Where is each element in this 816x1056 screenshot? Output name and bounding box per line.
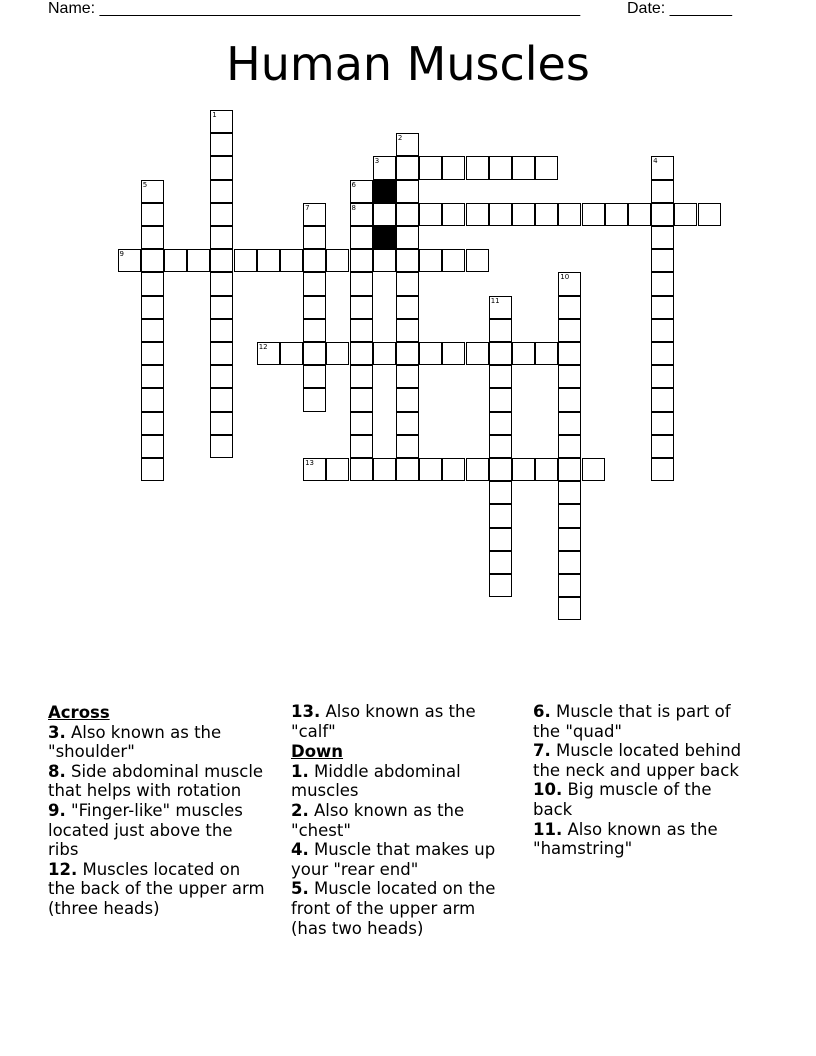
grid-cell[interactable] [303, 249, 326, 272]
grid-cell[interactable] [396, 319, 419, 342]
grid-cell[interactable] [350, 365, 373, 388]
grid-cell[interactable] [210, 156, 233, 179]
grid-cell[interactable] [558, 481, 581, 504]
grid-cell[interactable] [326, 458, 349, 481]
grid-cell[interactable] [210, 296, 233, 319]
grid-cell[interactable] [373, 249, 396, 272]
grid-cell[interactable] [442, 458, 465, 481]
grid-cell[interactable] [489, 296, 512, 319]
grid-cell[interactable] [582, 203, 605, 226]
across-heading: Across [48, 703, 110, 722]
grid-cell[interactable] [257, 249, 280, 272]
grid-cell[interactable] [303, 458, 326, 481]
grid-cell[interactable] [326, 342, 349, 365]
grid-cell[interactable] [303, 365, 326, 388]
grid-cell[interactable] [558, 551, 581, 574]
grid-cell[interactable] [489, 203, 512, 226]
grid-cell[interactable] [350, 226, 373, 249]
grid-cell[interactable] [187, 249, 210, 272]
grid-cell[interactable] [373, 458, 396, 481]
grid-cell[interactable] [558, 412, 581, 435]
grid-cell[interactable] [373, 342, 396, 365]
grid-cell[interactable] [535, 156, 558, 179]
name-field [48, 0, 580, 18]
grid-cell[interactable] [651, 412, 674, 435]
grid-cell[interactable] [558, 319, 581, 342]
grid-cell[interactable] [512, 156, 535, 179]
grid-cell[interactable] [303, 203, 326, 226]
grid-cell[interactable] [558, 458, 581, 481]
grid-cell[interactable] [350, 249, 373, 272]
grid-cell[interactable] [141, 180, 164, 203]
grid-cell[interactable] [396, 342, 419, 365]
grid-cell[interactable] [489, 388, 512, 411]
grid-cell[interactable] [141, 458, 164, 481]
grid-cell[interactable] [396, 203, 419, 226]
grid-cell[interactable] [558, 365, 581, 388]
grid-cell[interactable] [210, 388, 233, 411]
down-clue: 1. Middle abdominal muscles [291, 761, 461, 801]
grid-cell[interactable] [419, 458, 442, 481]
clue-number: 2 [397, 134, 403, 143]
grid-cell[interactable] [280, 249, 303, 272]
grid-cell[interactable] [303, 272, 326, 295]
across-clue: 3. Also known as the "shoulder" [48, 722, 222, 762]
grid-cell[interactable] [651, 342, 674, 365]
clue-number: 5 [142, 180, 148, 189]
clues-column-2 [291, 702, 511, 938]
name-blank: ______________________________________________________ [99, 0, 581, 17]
grid-cell[interactable] [489, 481, 512, 504]
grid-cell[interactable] [651, 435, 674, 458]
grid-cell[interactable] [303, 319, 326, 342]
grid-cell[interactable] [396, 458, 419, 481]
grid-cell[interactable] [396, 180, 419, 203]
grid-cell[interactable] [350, 388, 373, 411]
grid-cell[interactable] [210, 272, 233, 295]
grid-cell[interactable] [210, 180, 233, 203]
clue-number: 3 [374, 157, 380, 166]
grid-cell[interactable] [651, 319, 674, 342]
page-title: Human Muscles [226, 37, 590, 91]
grid-cell[interactable] [350, 203, 373, 226]
black-square [373, 180, 396, 203]
grid-cell[interactable] [674, 203, 697, 226]
grid-cell[interactable] [558, 388, 581, 411]
grid-cell[interactable] [489, 342, 512, 365]
grid-cell[interactable] [396, 272, 419, 295]
grid-cell[interactable] [698, 203, 721, 226]
grid-cell[interactable] [373, 156, 396, 179]
grid-cell[interactable] [396, 365, 419, 388]
grid-cell[interactable] [582, 458, 605, 481]
grid-cell[interactable] [350, 272, 373, 295]
grid-cell[interactable] [466, 342, 489, 365]
grid-cell[interactable] [303, 226, 326, 249]
grid-cell[interactable] [535, 458, 558, 481]
grid-cell[interactable] [350, 342, 373, 365]
grid-cell[interactable] [558, 272, 581, 295]
grid-cell[interactable] [164, 249, 187, 272]
grid-cell[interactable] [234, 249, 257, 272]
grid-cell[interactable] [651, 272, 674, 295]
grid-cell[interactable] [396, 249, 419, 272]
grid-cell[interactable] [489, 458, 512, 481]
grid-cell[interactable] [651, 226, 674, 249]
grid-cell[interactable] [651, 203, 674, 226]
grid-cell[interactable] [651, 249, 674, 272]
grid-cell[interactable] [396, 435, 419, 458]
clue-number: 9 [119, 250, 124, 259]
grid-cell[interactable] [466, 203, 489, 226]
grid-cell[interactable] [303, 296, 326, 319]
grid-cell[interactable] [651, 388, 674, 411]
grid-cell[interactable] [257, 342, 280, 365]
grid-cell[interactable] [489, 435, 512, 458]
grid-cell[interactable] [141, 203, 164, 226]
grid-cell[interactable] [489, 156, 512, 179]
grid-cell[interactable] [396, 412, 419, 435]
down-clue: 2. Also known as the "chest" [291, 800, 465, 840]
across-clue: 8. Side abdominal muscle that helps with rotation [48, 761, 264, 801]
grid-cell[interactable] [303, 342, 326, 365]
grid-cell[interactable] [350, 435, 373, 458]
grid-cell[interactable] [466, 458, 489, 481]
grid-cell[interactable] [442, 342, 465, 365]
grid-cell[interactable] [396, 133, 419, 156]
across-clue: 13. Also known as the "calf" [291, 702, 476, 741]
grid-cell[interactable] [558, 504, 581, 527]
grid-cell[interactable] [141, 365, 164, 388]
grid-cell[interactable] [350, 412, 373, 435]
grid-cell[interactable] [489, 551, 512, 574]
grid-cell[interactable] [210, 249, 233, 272]
grid-cell[interactable] [558, 435, 581, 458]
grid-cell[interactable] [489, 412, 512, 435]
clue-number: 1 [212, 111, 217, 119]
grid-cell[interactable] [210, 226, 233, 249]
grid-cell[interactable] [141, 249, 164, 272]
grid-cell[interactable] [141, 272, 164, 295]
grid-cell[interactable] [442, 203, 465, 226]
black-square [373, 226, 396, 249]
down-clue: 11. Also known as the "hamstring" [533, 819, 718, 859]
grid-cell[interactable] [466, 249, 489, 272]
clues-column-3 [533, 702, 753, 859]
clue-number: 8 [351, 203, 356, 212]
grid-cell[interactable] [210, 342, 233, 365]
grid-cell[interactable] [141, 388, 164, 411]
down-clue: 5. Muscle located on the front of the upper arm (has two heads) [291, 879, 496, 938]
date-blank: _______ [669, 0, 732, 17]
grid-cell[interactable] [373, 203, 396, 226]
grid-cell[interactable] [396, 296, 419, 319]
grid-cell[interactable] [210, 133, 233, 156]
grid-cell[interactable] [210, 110, 233, 133]
grid-cell[interactable] [141, 342, 164, 365]
down-heading: Down [291, 742, 344, 762]
grid-cell[interactable] [558, 342, 581, 365]
grid-cell[interactable] [419, 342, 442, 365]
grid-cell[interactable] [118, 249, 141, 272]
grid-cell[interactable] [350, 319, 373, 342]
grid-cell[interactable] [442, 249, 465, 272]
grid-cell[interactable] [350, 180, 373, 203]
down-clue: 10. Big muscle of the back [533, 780, 712, 819]
clue-number: 11 [490, 296, 500, 305]
grid-cell[interactable] [210, 365, 233, 388]
grid-cell[interactable] [396, 226, 419, 249]
grid-cell[interactable] [558, 296, 581, 319]
grid-cell[interactable] [651, 156, 674, 179]
grid-cell[interactable] [651, 458, 674, 481]
clue-number: 13 [305, 459, 315, 467]
clue-number: 6 [351, 180, 356, 189]
grid-cell[interactable] [419, 203, 442, 226]
grid-cell[interactable] [303, 388, 326, 411]
grid-cell[interactable] [419, 249, 442, 272]
grid-cell[interactable] [651, 296, 674, 319]
date-field [627, 0, 732, 18]
grid-cell[interactable] [280, 342, 303, 365]
clue-number: 7 [305, 203, 310, 212]
grid-cell[interactable] [396, 156, 419, 179]
grid-cell[interactable] [512, 458, 535, 481]
clue-number: 12 [258, 343, 268, 351]
grid-cell[interactable] [512, 342, 535, 365]
grid-cell[interactable] [605, 203, 628, 226]
grid-cell[interactable] [141, 412, 164, 435]
grid-cell[interactable] [651, 180, 674, 203]
grid-cell[interactable] [442, 156, 465, 179]
grid-cell[interactable] [558, 597, 581, 620]
grid-cell[interactable] [350, 458, 373, 481]
grid-cell[interactable] [558, 203, 581, 226]
grid-cell[interactable] [210, 319, 233, 342]
grid-cell[interactable] [489, 504, 512, 527]
grid-cell[interactable] [210, 435, 233, 458]
across-clue: 12. Muscles located on the back of the upper arm (three heads) [48, 859, 265, 918]
grid-cell[interactable] [535, 203, 558, 226]
grid-cell[interactable] [326, 249, 349, 272]
grid-cell[interactable] [419, 156, 442, 179]
grid-cell[interactable] [651, 365, 674, 388]
grid-cell[interactable] [210, 203, 233, 226]
grid-cell[interactable] [489, 528, 512, 551]
grid-cell[interactable] [489, 574, 512, 597]
across-clue: 9. "Finger-like" muscles located just above the ribs [48, 800, 243, 860]
down-clue: 4. Muscle that makes up your "rear end" [291, 840, 496, 879]
name-label: Name: [48, 0, 96, 17]
grid-cell[interactable] [489, 365, 512, 388]
grid-cell[interactable] [535, 342, 558, 365]
grid-cell[interactable] [628, 203, 651, 226]
grid-cell[interactable] [141, 319, 164, 342]
clue-number: 10 [560, 273, 570, 282]
grid-cell[interactable] [141, 296, 164, 319]
grid-cell[interactable] [141, 226, 164, 249]
grid-cell[interactable] [350, 296, 373, 319]
clue-number: 4 [653, 157, 658, 166]
grid-cell[interactable] [558, 574, 581, 597]
grid-cell[interactable] [512, 203, 535, 226]
down-clue: 7. Muscle located behind the neck and upper back [533, 741, 742, 780]
grid-cell[interactable] [558, 528, 581, 551]
grid-cell[interactable] [396, 388, 419, 411]
clues-column-1 [48, 702, 268, 919]
down-clue: 6. Muscle that is part of the "quad" [533, 702, 731, 741]
grid-cell[interactable] [466, 156, 489, 179]
grid-cell[interactable] [141, 435, 164, 458]
grid-cell[interactable] [489, 319, 512, 342]
grid-cell[interactable] [210, 412, 233, 435]
date-label: Date: [627, 0, 666, 17]
